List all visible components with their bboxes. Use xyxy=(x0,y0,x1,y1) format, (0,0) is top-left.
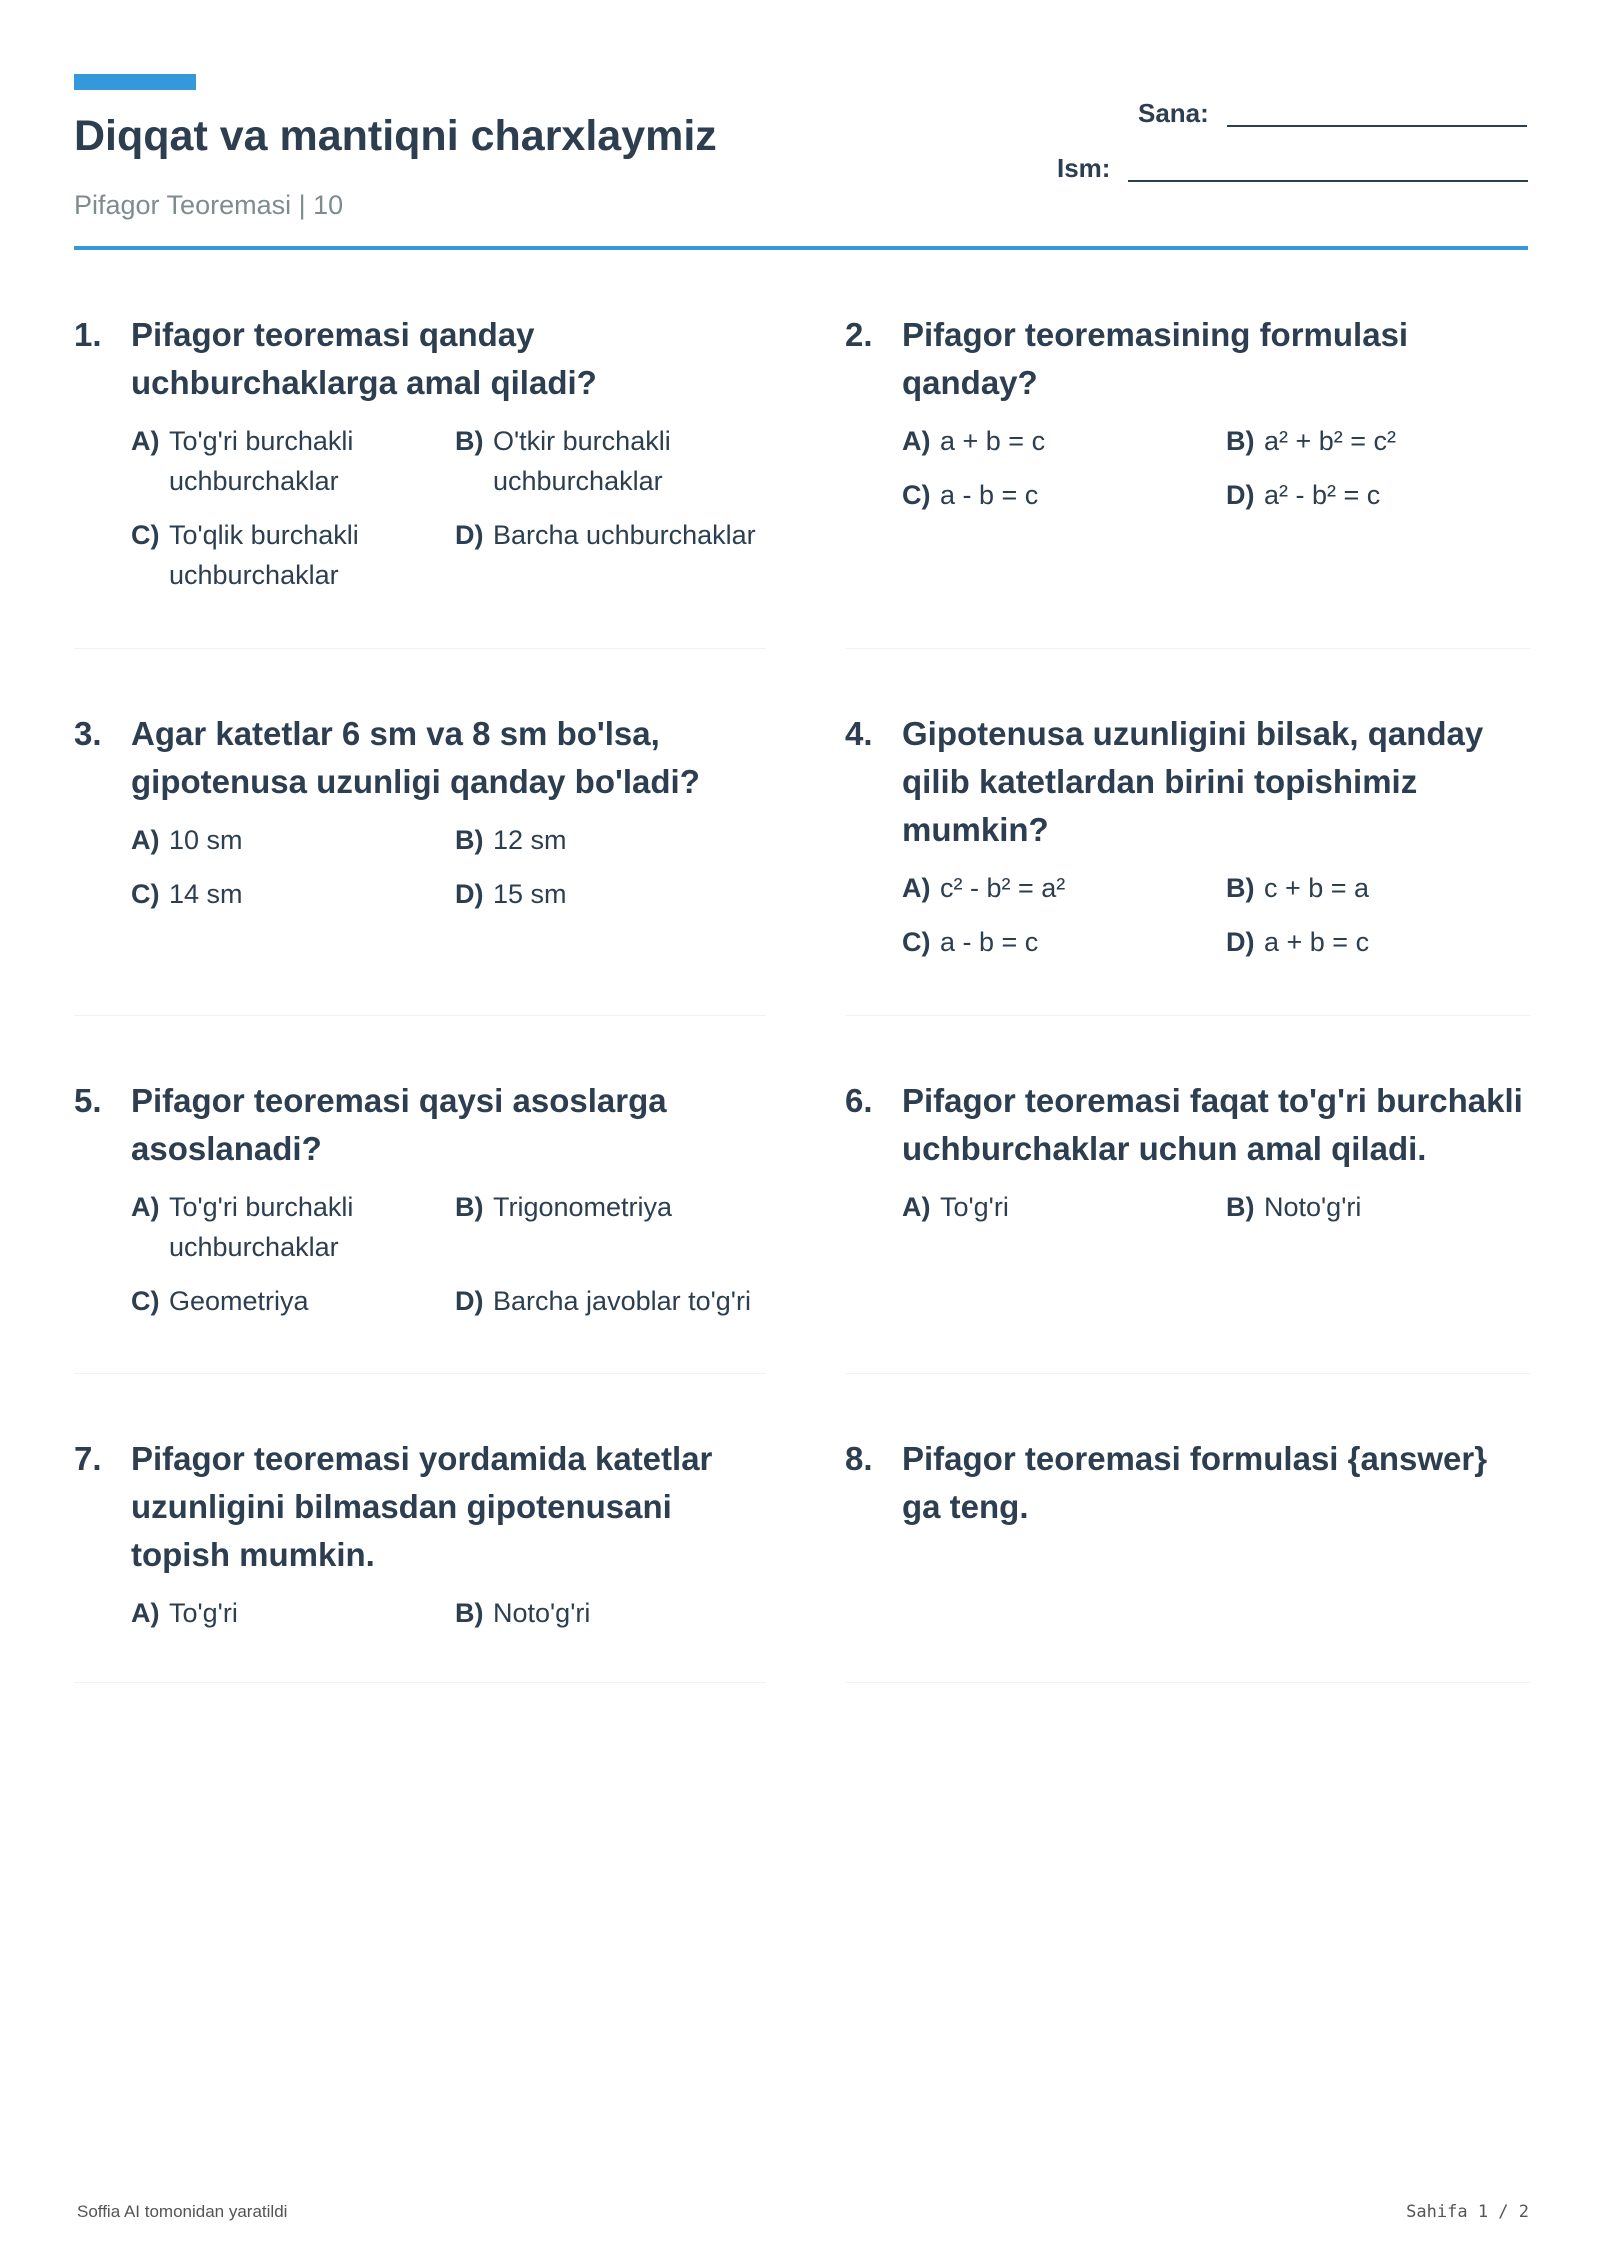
option-letter: B) xyxy=(455,426,484,456)
option-letter: B) xyxy=(1226,873,1255,903)
question-4 xyxy=(845,710,1545,962)
question-7 xyxy=(74,1435,774,1633)
option-d[interactable] xyxy=(455,515,779,595)
footer-credit: Soffia AI tomonidan yaratildi xyxy=(77,2202,288,2221)
option-a[interactable] xyxy=(131,1187,455,1267)
option-letter: A) xyxy=(131,1598,160,1628)
name-field xyxy=(1057,153,1528,184)
option-text: a - b = c xyxy=(940,480,1039,510)
question-text: Gipotenusa uzunligini bilsak, qanday qilib katetlardan birini topishimiz mumkin? xyxy=(902,715,1484,848)
option-b[interactable] xyxy=(455,1593,779,1633)
question-number: 4. xyxy=(845,715,873,752)
option-text: O'tkir burchakli uchburchaklar xyxy=(493,426,671,496)
option-b[interactable] xyxy=(1226,1187,1550,1227)
option-b[interactable] xyxy=(455,1187,779,1267)
options-grid xyxy=(902,868,1545,962)
option-d[interactable] xyxy=(455,874,779,914)
option-letter: B) xyxy=(1226,426,1255,456)
question-text: Pifagor teoremasi faqat to'g'ri burchakli uchburchaklar uchun amal qiladi. xyxy=(902,1082,1523,1167)
question-separator xyxy=(845,648,1531,649)
option-c[interactable] xyxy=(131,515,455,595)
date-label: Sana: xyxy=(1138,98,1209,128)
question-2 xyxy=(845,311,1545,515)
option-letter: D) xyxy=(1226,480,1255,510)
option-b[interactable] xyxy=(1226,868,1550,908)
option-text: To'g'ri burchakli uchburchaklar xyxy=(169,426,354,496)
option-text: a² - b² = c xyxy=(1264,480,1381,510)
option-a[interactable] xyxy=(131,421,455,501)
question-number: 6. xyxy=(845,1082,873,1119)
option-letter: C) xyxy=(131,879,160,909)
question-text: Agar katetlar 6 sm va 8 sm bo'lsa, gipotenusa uzunligi qanday bo'ladi? xyxy=(131,715,700,800)
page-title: Diqqat va mantiqni charxlaymiz xyxy=(74,112,717,160)
option-letter: A) xyxy=(902,426,931,456)
option-text: a + b = c xyxy=(940,426,1046,456)
option-text: To'qlik burchakli uchburchaklar xyxy=(169,520,359,590)
question-text: Pifagor teoremasi formulasi {answer} ga teng. xyxy=(902,1440,1488,1525)
option-text: 10 sm xyxy=(169,825,243,855)
option-letter: D) xyxy=(455,520,484,550)
option-letter: A) xyxy=(902,1192,931,1222)
option-text: Noto'g'ri xyxy=(493,1598,591,1628)
option-d[interactable] xyxy=(1226,922,1550,962)
option-text: To'g'ri xyxy=(940,1192,1009,1222)
question-3 xyxy=(74,710,774,914)
option-letter: B) xyxy=(1226,1192,1255,1222)
page-number: Sahifa 1 / 2 xyxy=(1406,2202,1529,2222)
option-letter: B) xyxy=(455,825,484,855)
option-letter: C) xyxy=(131,520,160,550)
page-subtitle: Pifagor Teoremasi | 10 xyxy=(74,190,344,220)
question-number: 2. xyxy=(845,316,873,353)
option-d[interactable] xyxy=(455,1281,779,1321)
option-letter: B) xyxy=(455,1192,484,1222)
name-label: Ism: xyxy=(1057,153,1111,183)
option-text: c + b = a xyxy=(1264,873,1370,903)
option-text: a² + b² = c² xyxy=(1264,426,1397,456)
option-b[interactable] xyxy=(455,820,779,860)
options-grid xyxy=(131,1187,774,1321)
question-separator xyxy=(845,1682,1531,1683)
option-text: a - b = c xyxy=(940,927,1039,957)
option-d[interactable] xyxy=(1226,475,1550,515)
option-c[interactable] xyxy=(131,874,455,914)
question-5 xyxy=(74,1077,774,1321)
question-text: Pifagor teoremasi yordamida katetlar uzunligini bilmasdan gipotenusani topish mumkin. xyxy=(131,1440,713,1573)
question-separator xyxy=(74,1015,766,1016)
option-a[interactable] xyxy=(902,868,1226,908)
option-c[interactable] xyxy=(902,475,1226,515)
option-a[interactable] xyxy=(902,421,1226,461)
question-number: 5. xyxy=(74,1082,102,1119)
options-grid xyxy=(131,421,774,595)
option-letter: A) xyxy=(131,426,160,456)
option-text: Trigonometriya xyxy=(493,1192,673,1222)
question-separator xyxy=(74,648,766,649)
option-text: Barcha javoblar to'g'ri xyxy=(493,1286,751,1316)
options-grid xyxy=(131,1593,774,1633)
question-6 xyxy=(845,1077,1545,1227)
option-letter: A) xyxy=(131,1192,160,1222)
option-text: To'g'ri burchakli uchburchaklar xyxy=(169,1192,354,1262)
option-text: Barcha uchburchaklar xyxy=(493,520,756,550)
name-input-line[interactable] xyxy=(1128,179,1528,182)
option-letter: D) xyxy=(1226,927,1255,957)
question-separator xyxy=(845,1015,1531,1016)
option-a[interactable] xyxy=(131,820,455,860)
option-text: Noto'g'ri xyxy=(1264,1192,1362,1222)
option-letter: D) xyxy=(455,879,484,909)
option-c[interactable] xyxy=(902,922,1226,962)
question-text: Pifagor teoremasining formulasi qanday? xyxy=(902,316,1409,401)
question-separator xyxy=(74,1682,766,1683)
question-separator xyxy=(845,1373,1531,1374)
option-c[interactable] xyxy=(131,1281,455,1321)
header-rule xyxy=(74,246,1528,250)
option-text: 15 sm xyxy=(493,879,567,909)
question-text: Pifagor teoremasi qanday uchburchaklarga amal qiladi? xyxy=(131,316,597,401)
options-grid xyxy=(902,1187,1545,1227)
option-text: 14 sm xyxy=(169,879,243,909)
option-letter: C) xyxy=(131,1286,160,1316)
question-text: Pifagor teoremasi qaysi asoslarga asoslanadi? xyxy=(131,1082,667,1167)
question-separator xyxy=(74,1373,766,1374)
option-b[interactable] xyxy=(1226,421,1550,461)
question-number: 3. xyxy=(74,715,102,752)
option-text: a + b = c xyxy=(1264,927,1370,957)
option-text: Geometriya xyxy=(169,1286,309,1316)
option-a[interactable] xyxy=(902,1187,1226,1227)
option-b[interactable] xyxy=(455,421,779,501)
question-1 xyxy=(74,311,774,595)
date-input-line[interactable] xyxy=(1227,124,1527,127)
options-grid xyxy=(131,820,774,914)
accent-bar xyxy=(74,74,196,90)
question-8 xyxy=(845,1435,1545,1531)
options-grid xyxy=(902,421,1545,515)
question-number: 7. xyxy=(74,1440,102,1477)
option-text: c² - b² = a² xyxy=(940,873,1066,903)
option-letter: B) xyxy=(455,1598,484,1628)
option-letter: C) xyxy=(902,927,931,957)
option-letter: C) xyxy=(902,480,931,510)
option-a[interactable] xyxy=(131,1593,455,1633)
option-text: 12 sm xyxy=(493,825,567,855)
option-text: To'g'ri xyxy=(169,1598,238,1628)
option-letter: A) xyxy=(131,825,160,855)
option-letter: D) xyxy=(455,1286,484,1316)
question-number: 1. xyxy=(74,316,102,353)
option-letter: A) xyxy=(902,873,931,903)
question-number: 8. xyxy=(845,1440,873,1477)
date-field xyxy=(1138,98,1527,129)
